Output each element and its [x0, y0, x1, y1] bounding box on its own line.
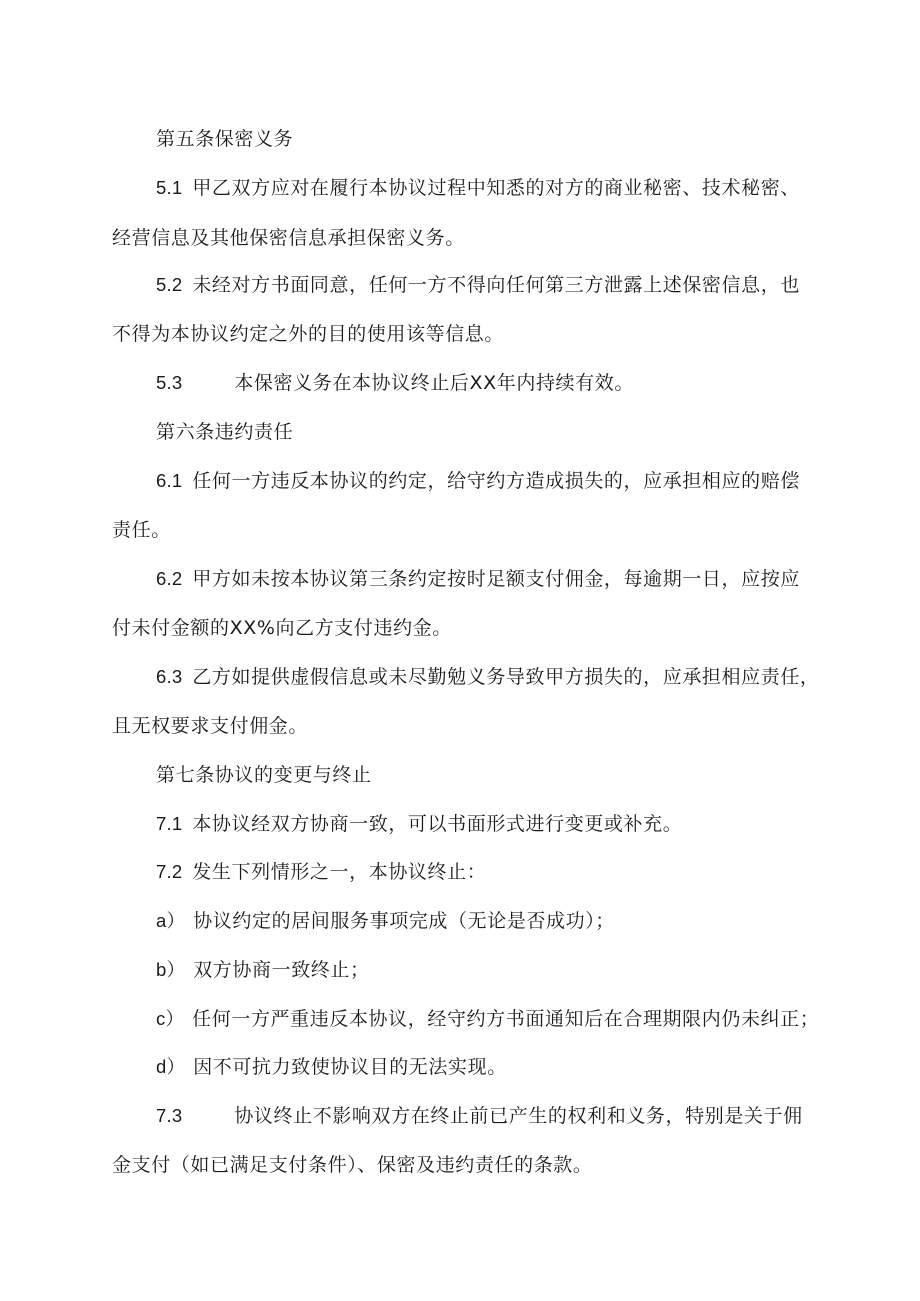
clause-number: 6.3	[156, 666, 183, 687]
clause-7-3-line-1	[156, 1104, 803, 1128]
clause-number: 6.2	[156, 568, 183, 589]
clause-6-2-line-1	[156, 567, 800, 591]
clause-5-1-line-1	[156, 176, 800, 200]
clause-text: 任何一方违反本协议的约定，给守约方造成损失的，应承担相应的赔偿	[192, 470, 800, 492]
clause-text: 本协议经双方协商一致，可以书面形式进行变更或补充。	[192, 813, 683, 835]
clause-text: 本保密义务在本协议终止后XX年内持续有效。	[234, 372, 634, 394]
list-marker: b）	[156, 959, 186, 980]
list-item-text: 因不可抗力致使协议目的无法实现。	[193, 1056, 507, 1078]
clause-5-3	[156, 371, 634, 395]
clause-5-2-line-1	[156, 273, 800, 297]
clause-number: 5.2	[156, 274, 183, 295]
list-marker: c）	[156, 1008, 185, 1029]
clause-number: 7.3	[156, 1105, 183, 1126]
list-item-text: 协议约定的居间服务事项完成（无论是否成功）；	[193, 910, 615, 932]
clause-7-2	[156, 860, 486, 884]
termination-item-b	[156, 958, 370, 982]
clause-text: 未经对方书面同意，任何一方不得向任何第三方泄露上述保密信息，也	[192, 274, 800, 296]
clause-number: 5.1	[156, 177, 183, 198]
clause-number: 7.2	[156, 861, 183, 882]
list-item-text: 双方协商一致终止；	[193, 959, 370, 981]
clause-6-3-line-1	[156, 665, 820, 689]
clause-text: 甲方如未按本协议第三条约定按时足额支付佣金，每逾期一日，应按应	[192, 568, 800, 590]
clause-text: 发生下列情形之一，本协议终止：	[192, 861, 487, 883]
clause-7-3-line-2: 金支付（如已满足支付条件）、保密及违约责任的条款。	[112, 1154, 593, 1176]
list-item-text: 任何一方严重违反本协议，经守约方书面通知后在合理期限内仍未纠正；	[192, 1008, 820, 1030]
section-6-heading: 第六条违约责任	[156, 421, 294, 443]
section-5-heading: 第五条保密义务	[156, 128, 294, 150]
clause-text: 乙方如提供虚假信息或未尽勤勉义务导致甲方损失的，应承担相应责任，	[192, 666, 820, 688]
clause-6-1-line-2: 责任。	[112, 519, 171, 541]
termination-item-d	[156, 1055, 507, 1079]
list-marker: a）	[156, 910, 186, 931]
clause-5-2-line-2: 不得为本协议约定之外的目的使用该等信息。	[112, 323, 505, 345]
clause-number: 6.1	[156, 470, 183, 491]
clause-number: 5.3	[156, 372, 183, 393]
termination-item-a	[156, 909, 615, 933]
list-marker: d）	[156, 1056, 186, 1077]
clause-5-1-line-2: 经营信息及其他保密信息承担保密义务。	[112, 227, 465, 249]
clause-7-1	[156, 812, 682, 836]
clause-6-3-line-2: 且无权要求支付佣金。	[112, 715, 309, 737]
clause-text: 协议终止不影响双方在终止前已产生的权利和义务，特别是关于佣	[234, 1105, 803, 1127]
termination-item-c	[156, 1007, 819, 1031]
clause-6-1-line-1	[156, 469, 800, 493]
clause-text: 甲乙双方应对在履行本协议过程中知悉的对方的商业秘密、技术秘密、	[192, 177, 800, 199]
section-7-heading: 第七条协议的变更与终止	[156, 764, 372, 786]
clause-number: 7.1	[156, 813, 183, 834]
clause-6-2-line-2: 付未付金额的XX%向乙方支付违约金。	[112, 617, 452, 639]
